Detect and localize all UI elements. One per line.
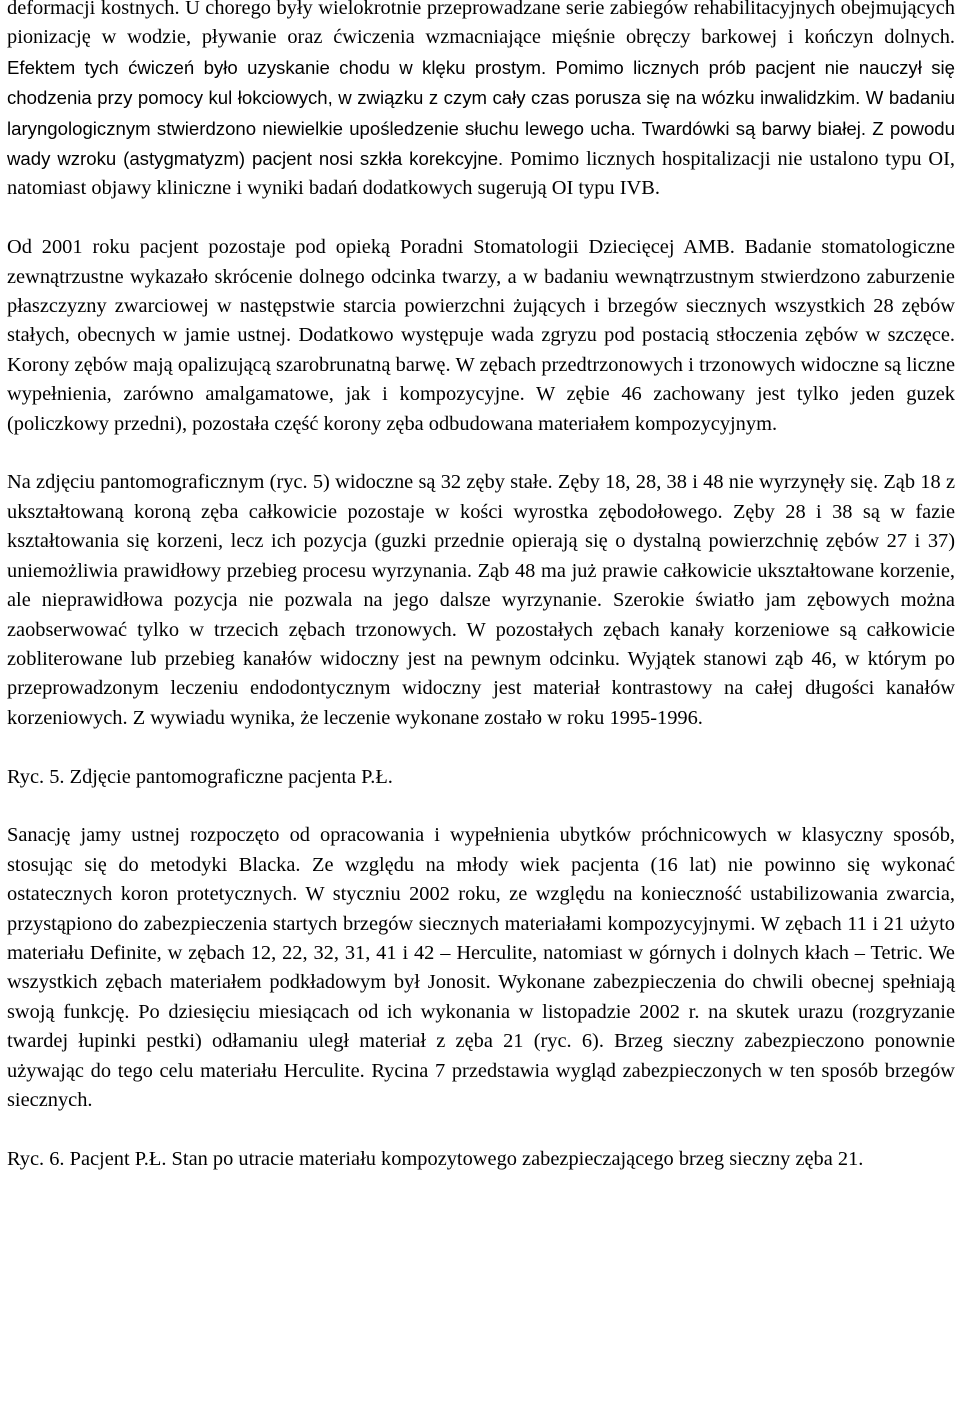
figure-caption-5 (7, 763, 955, 792)
paragraph-spacer (7, 733, 955, 762)
text-segment: Pomimo licznych hospitalizacji nie ustalono typu OI, natomiast objawy kliniczne i wyniki badań dodatkowych sugerują OI typu IVB. (7, 148, 955, 200)
text-segment: Ryc. 5. Zdjęcie pantomograficzne pacjenta P.Ł. (7, 765, 393, 788)
paragraph-spacer (7, 792, 955, 821)
paragraph-treatment (7, 821, 955, 1115)
paragraph-patient-history (7, 0, 955, 204)
text-segment: deformacji kostnych. U chorego były wielokrotnie przeprowadzane serie zabiegów rehabilitacyjnych obejmujących pionizację w wodzie, pływanie oraz ćwiczenia wzmacniające mięśnie obręczy barkowej i kończyn dolnych. (7, 0, 955, 49)
text-segment: Ryc. 6. Pacjent P.Ł. Stan po utracie materiału kompozytowego zabezpieczającego brzeg sieczny zęba 21. (7, 1147, 864, 1170)
text-segment-sans: Efektem tych ćwiczeń było uzyskanie chodu w klęku prostym. Pomimo licznych prób pacjent nie nauczył się chodzenia przy pomocy kul łokciowych, w związku z czym cały czas porusza się na wózku inwalidzkim. W badaniu laryngologicznym stwierdzono niewielkie upośledzenie słuchu lewego ucha. Twardówki są barwy białej. Z powodu wady wzroku (astygmatyzm) pacjent nosi szkła korekcyjne. (7, 56, 955, 170)
document-page (7, 0, 955, 1174)
text-segment: Od 2001 roku pacjent pozostaje pod opieką Poradni Stomatologii Dziecięcej AMB. Badanie stomatologiczne zewnątrzustne wykazało skrócenie dolnego odcinka twarzy, a w badaniu wewnątrzustnym stwierdzono zaburzenie płaszczyzny zwarciowej w następstwie starcia powierzchni żujących i brzegów siecznych wszystkich 28 zębów stałych, obecnych w jamie ustnej. Dodatkowo występuje wada zgryzu pod postacią stłoczenia zębów w szczęce. Korony zębów mają opalizującą szarobrunatną barwę. W zębach przedtrzonowych i trzonowych widoczne są liczne wypełnienia, zarówno amalgamatowe, jak i kompozycyjne. W zębie 46 zachowany jest tylko jeden guzek (policzkowy przedni), pozostała część korony zęba odbudowana materiałem kompozycyjnym. (7, 236, 955, 435)
paragraph-panoramic-xray (7, 468, 955, 733)
paragraph-spacer (7, 204, 955, 233)
text-segment: Sanację jamy ustnej rozpoczęto od opracowania i wypełnienia ubytków próchnicowych w klasyczny sposób, stosując się do metodyki Blacka. Ze względu na młody wiek pacjenta (16 lat) nie powinno się wykonać ostatecznych koron protetycznych. W styczniu 2002 roku, ze względu na konieczność ustabilizowania zwarcia, przystąpiono do zabezpieczenia startych brzegów siecznych materiałami kompozycyjnymi. W zębach 11 i 21 użyto materiału Definite, w zębach 12, 22, 32, 31, 41 i 42 – Herculite, natomiast w górnych i dolnych kłach – Tetric. We wszystkich zębach materiałem podkładowym był Jonosit. Wykonane zabezpieczenia do chwili obecnej spełniają swoją funkcję. Po dziesięciu miesiącach od ich wykonania w listopadzie 2002 r. na skutek urazu (rozgryzanie twardej łupinki pestki) odłamaniu uległ materiał z zęba 21 (ryc. 6). Brzeg sieczny zabezpieczono ponownie używając do tego celu materiału Herculite. Rycina 7 przedstawia wygląd zabezpieczonych w ten sposób brzegów siecznych. (7, 824, 955, 1111)
paragraph-spacer (7, 1115, 955, 1144)
figure-caption-6 (7, 1145, 955, 1174)
text-segment: Na zdjęciu pantomograficznym (ryc. 5) widoczne są 32 zęby stałe. Zęby 18, 28, 38 i 48 nie wyrzynęły się. Ząb 18 z ukształtowaną koroną zęba całkowicie pozostaje w kości wyrostka zębodołowego. Zęby 28 i 38 są w fazie kształtowania się korzeni, lecz ich pozycja (guzki przednie opierają się o dystalną powierzchnię zębów 27 i 37) uniemożliwia prawidłowy przebieg procesu wyrzynania. Ząb 48 ma już prawie całkowicie ukształtowane korzenie, ale nieprawidłowa pozycja nie pozwala na jego dalsze wyrzynanie. Szerokie światło jam zębowych można zaobserwować tylko w trzecich zębach trzonowych. W pozostałych zębach kanały korzeniowe są całkowicie zobliterowane lub przebieg kanałów widoczny jest na pewnym odcinku. Wyjątek stanowi ząb 46, w którym po przeprowadzonym leczeniu endodontycznym widoczny jest materiał kontrastowy na całej długości kanałów korzeniowych. Z wywiadu wynika, że leczenie wykonane zostało w roku 1995-1996. (7, 471, 955, 729)
paragraph-spacer (7, 439, 955, 468)
paragraph-dental-exam (7, 233, 955, 439)
